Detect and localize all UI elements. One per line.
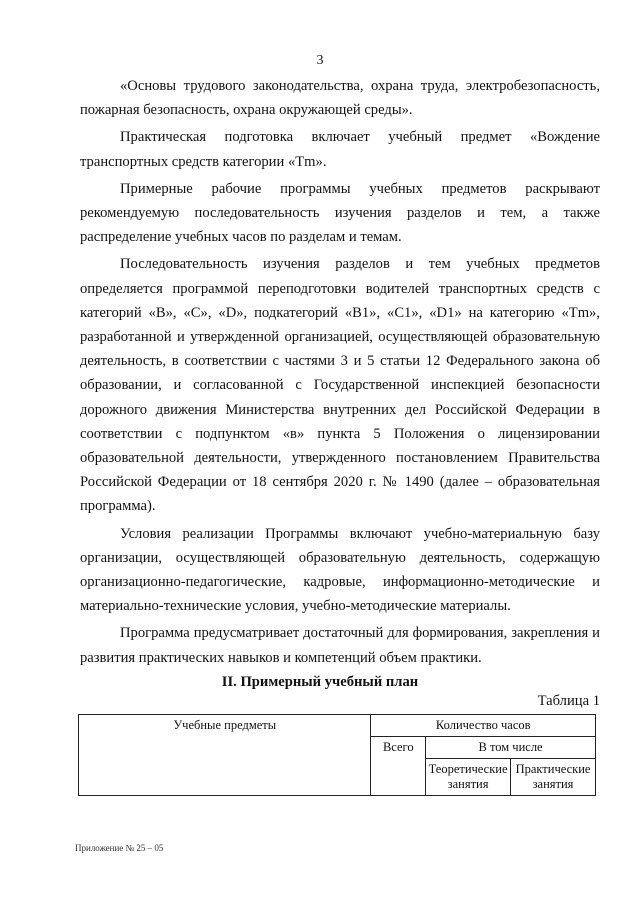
paragraph: Последовательность изучения разделов и тем учебных предметов определяется программой переподготовки водителей транспортных средств с категорий «B», «C», «D», подкатегорий «B1», «C1», «D1» на категорию «Tm», разработанной и утвержденной организацией, осуществляющей образовательную деятельность, в соответствии с частями 3 и 5 статьи 12 Федерального закона об образовании, и согласованной с Государственной инспекцией безопасности дорожного движения Министерства внутренних дел Российской Федерации в соответствии с подпунктом «в» пункта 5 Положения о лицензировании образовательной деятельности, утвержденного постановлением Правительства Российской Федерации от 18 сентября 2020 г. № 1490 (далее – образовательная программа). xyxy=(80,256,600,515)
paragraph: Практическая подготовка включает учебный предмет «Вождение транспортных средств категории «Tm». xyxy=(80,129,600,170)
page-number: 3 xyxy=(316,53,324,68)
paragraph: Программа предусматривает достаточный для формирования, закрепления и развития практических навыков и компетенций объем практики. xyxy=(80,625,600,666)
header-hours: Количество часов xyxy=(371,715,596,737)
body-text xyxy=(80,74,600,670)
header-theory: Теоретические занятия xyxy=(426,759,511,796)
paragraph: Условия реализации Программы включают учебно-материальную базу организации, осуществляющей образовательную деятельность, содержащую организационно-педагогические, кадровые, информационно-методические и материально-технические условия, учебно-методические материалы. xyxy=(80,525,600,615)
paragraph: Примерные рабочие программы учебных предметов раскрывают рекомендуемую последовательность изучения разделов и тем, а также распределение учебных часов по разделам и темам. xyxy=(80,180,600,246)
header-subjects: Учебные предметы xyxy=(79,715,371,796)
header-total: Всего xyxy=(371,737,426,796)
table-label: Таблица 1 xyxy=(537,693,600,709)
header-practice: Практические занятия xyxy=(511,759,596,796)
paragraph: «Основы трудового законодательства, охрана труда, электробезопасность, пожарная безопасность, охрана окружающей среды». xyxy=(80,78,600,119)
footer-note: Приложение № 25 – 05 xyxy=(75,843,164,853)
header-including: В том числе xyxy=(426,737,596,759)
study-plan-table xyxy=(78,714,596,796)
section-title: II. Примерный учебный план xyxy=(221,674,419,690)
